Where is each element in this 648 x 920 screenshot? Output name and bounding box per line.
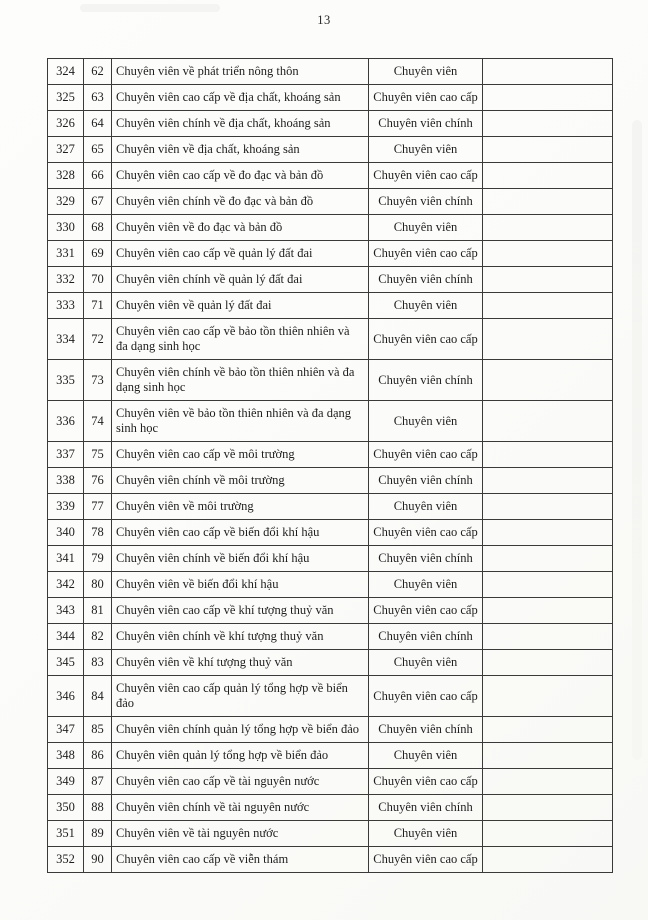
cell-note: [483, 598, 613, 624]
cell-no: 333: [48, 293, 84, 319]
cell-seq: 75: [84, 442, 112, 468]
cell-no: 331: [48, 241, 84, 267]
table-body: [48, 59, 613, 873]
table-row: [48, 598, 613, 624]
cell-rank: Chuyên viên cao cấp: [369, 769, 483, 795]
table-row: [48, 795, 613, 821]
table-row: [48, 111, 613, 137]
cell-no: 340: [48, 520, 84, 546]
cell-title: Chuyên viên cao cấp quản lý tổng hợp về biển đảo: [112, 676, 369, 717]
cell-no: 352: [48, 847, 84, 873]
cell-note: [483, 360, 613, 401]
cell-rank: Chuyên viên: [369, 137, 483, 163]
cell-seq: 76: [84, 468, 112, 494]
cell-rank: Chuyên viên cao cấp: [369, 598, 483, 624]
cell-rank: Chuyên viên cao cấp: [369, 442, 483, 468]
cell-title: Chuyên viên chính về khí tượng thuỷ văn: [112, 624, 369, 650]
cell-no: 341: [48, 546, 84, 572]
cell-no: 339: [48, 494, 84, 520]
cell-no: 350: [48, 795, 84, 821]
cell-note: [483, 241, 613, 267]
cell-title: Chuyên viên về tài nguyên nước: [112, 821, 369, 847]
cell-seq: 74: [84, 401, 112, 442]
cell-rank: Chuyên viên cao cấp: [369, 241, 483, 267]
job-positions-table: [47, 58, 613, 873]
cell-rank: Chuyên viên: [369, 743, 483, 769]
cell-rank: Chuyên viên chính: [369, 360, 483, 401]
cell-note: [483, 821, 613, 847]
cell-rank: Chuyên viên chính: [369, 111, 483, 137]
cell-title: Chuyên viên cao cấp về tài nguyên nước: [112, 769, 369, 795]
cell-title: Chuyên viên chính về quản lý đất đai: [112, 267, 369, 293]
cell-title: Chuyên viên cao cấp về đo đạc và bản đồ: [112, 163, 369, 189]
cell-note: [483, 401, 613, 442]
cell-no: 349: [48, 769, 84, 795]
cell-seq: 77: [84, 494, 112, 520]
table-row: [48, 442, 613, 468]
cell-seq: 69: [84, 241, 112, 267]
cell-seq: 71: [84, 293, 112, 319]
cell-note: [483, 676, 613, 717]
cell-seq: 85: [84, 717, 112, 743]
table-row: [48, 215, 613, 241]
scan-smudge: [632, 120, 642, 760]
cell-title: Chuyên viên về đo đạc và bản đồ: [112, 215, 369, 241]
cell-note: [483, 546, 613, 572]
cell-no: 334: [48, 319, 84, 360]
table-row: [48, 743, 613, 769]
cell-title: Chuyên viên cao cấp về quản lý đất đai: [112, 241, 369, 267]
cell-rank: Chuyên viên cao cấp: [369, 847, 483, 873]
cell-rank: Chuyên viên: [369, 215, 483, 241]
cell-no: 347: [48, 717, 84, 743]
cell-no: 351: [48, 821, 84, 847]
cell-note: [483, 189, 613, 215]
cell-seq: 83: [84, 650, 112, 676]
scan-smudge: [80, 4, 220, 12]
cell-rank: Chuyên viên: [369, 59, 483, 85]
table-row: [48, 468, 613, 494]
cell-seq: 73: [84, 360, 112, 401]
cell-seq: 88: [84, 795, 112, 821]
table-row: [48, 293, 613, 319]
cell-seq: 84: [84, 676, 112, 717]
table-row: [48, 717, 613, 743]
cell-seq: 80: [84, 572, 112, 598]
cell-rank: Chuyên viên chính: [369, 717, 483, 743]
cell-no: 337: [48, 442, 84, 468]
cell-title: Chuyên viên chính về địa chất, khoáng sản: [112, 111, 369, 137]
cell-rank: Chuyên viên: [369, 821, 483, 847]
cell-title: Chuyên viên chính quản lý tổng hợp về biển đảo: [112, 717, 369, 743]
cell-title: Chuyên viên quản lý tổng hợp về biển đảo: [112, 743, 369, 769]
cell-note: [483, 624, 613, 650]
table-row: [48, 847, 613, 873]
table-row: [48, 163, 613, 189]
cell-rank: Chuyên viên: [369, 293, 483, 319]
cell-note: [483, 494, 613, 520]
table-row: [48, 676, 613, 717]
cell-seq: 81: [84, 598, 112, 624]
table-row: [48, 360, 613, 401]
cell-title: Chuyên viên cao cấp về môi trường: [112, 442, 369, 468]
cell-title: Chuyên viên cao cấp về khí tượng thuỷ văn: [112, 598, 369, 624]
cell-title: Chuyên viên về bảo tồn thiên nhiên và đa dạng sinh học: [112, 401, 369, 442]
cell-title: Chuyên viên chính về biến đổi khí hậu: [112, 546, 369, 572]
cell-note: [483, 520, 613, 546]
table-row: [48, 520, 613, 546]
table-row: [48, 267, 613, 293]
table-row: [48, 137, 613, 163]
cell-rank: Chuyên viên: [369, 494, 483, 520]
cell-no: 348: [48, 743, 84, 769]
cell-rank: Chuyên viên chính: [369, 267, 483, 293]
cell-note: [483, 215, 613, 241]
cell-no: 336: [48, 401, 84, 442]
cell-note: [483, 847, 613, 873]
cell-no: 335: [48, 360, 84, 401]
cell-note: [483, 137, 613, 163]
cell-seq: 65: [84, 137, 112, 163]
cell-note: [483, 319, 613, 360]
table-row: [48, 546, 613, 572]
cell-no: 326: [48, 111, 84, 137]
cell-title: Chuyên viên chính về môi trường: [112, 468, 369, 494]
cell-note: [483, 743, 613, 769]
table-row: [48, 494, 613, 520]
cell-note: [483, 163, 613, 189]
cell-note: [483, 442, 613, 468]
table-row: [48, 189, 613, 215]
cell-rank: Chuyên viên cao cấp: [369, 676, 483, 717]
cell-note: [483, 85, 613, 111]
cell-note: [483, 650, 613, 676]
cell-note: [483, 572, 613, 598]
cell-no: 344: [48, 624, 84, 650]
cell-rank: Chuyên viên: [369, 650, 483, 676]
cell-no: 343: [48, 598, 84, 624]
table-row: [48, 650, 613, 676]
cell-no: 324: [48, 59, 84, 85]
cell-title: Chuyên viên về quản lý đất đai: [112, 293, 369, 319]
cell-note: [483, 795, 613, 821]
cell-title: Chuyên viên cao cấp về biến đổi khí hậu: [112, 520, 369, 546]
cell-seq: 89: [84, 821, 112, 847]
cell-seq: 64: [84, 111, 112, 137]
cell-note: [483, 267, 613, 293]
cell-title: Chuyên viên chính về bảo tồn thiên nhiên và đa dạng sinh học: [112, 360, 369, 401]
table-row: [48, 319, 613, 360]
cell-note: [483, 111, 613, 137]
cell-seq: 72: [84, 319, 112, 360]
table-row: [48, 241, 613, 267]
cell-rank: Chuyên viên chính: [369, 624, 483, 650]
cell-seq: 78: [84, 520, 112, 546]
table-row: [48, 85, 613, 111]
table-row: [48, 59, 613, 85]
cell-rank: Chuyên viên: [369, 572, 483, 598]
cell-title: Chuyên viên về khí tượng thuỷ văn: [112, 650, 369, 676]
cell-rank: Chuyên viên cao cấp: [369, 85, 483, 111]
cell-no: 329: [48, 189, 84, 215]
cell-seq: 90: [84, 847, 112, 873]
cell-title: Chuyên viên chính về đo đạc và bản đồ: [112, 189, 369, 215]
cell-seq: 79: [84, 546, 112, 572]
cell-seq: 63: [84, 85, 112, 111]
cell-note: [483, 468, 613, 494]
cell-title: Chuyên viên về phát triển nông thôn: [112, 59, 369, 85]
cell-title: Chuyên viên về địa chất, khoáng sản: [112, 137, 369, 163]
cell-title: Chuyên viên cao cấp về địa chất, khoáng sản: [112, 85, 369, 111]
cell-rank: Chuyên viên: [369, 401, 483, 442]
cell-title: Chuyên viên về biến đổi khí hậu: [112, 572, 369, 598]
table-row: [48, 769, 613, 795]
cell-no: 325: [48, 85, 84, 111]
table-row: [48, 401, 613, 442]
cell-rank: Chuyên viên cao cấp: [369, 319, 483, 360]
cell-note: [483, 59, 613, 85]
cell-no: 330: [48, 215, 84, 241]
cell-note: [483, 717, 613, 743]
cell-seq: 68: [84, 215, 112, 241]
cell-seq: 86: [84, 743, 112, 769]
cell-seq: 87: [84, 769, 112, 795]
cell-title: Chuyên viên cao cấp về viễn thám: [112, 847, 369, 873]
cell-rank: Chuyên viên chính: [369, 795, 483, 821]
cell-no: 342: [48, 572, 84, 598]
cell-seq: 62: [84, 59, 112, 85]
cell-seq: 82: [84, 624, 112, 650]
cell-rank: Chuyên viên chính: [369, 468, 483, 494]
table-row: [48, 821, 613, 847]
cell-note: [483, 293, 613, 319]
cell-no: 328: [48, 163, 84, 189]
table-row: [48, 624, 613, 650]
cell-title: Chuyên viên chính về tài nguyên nước: [112, 795, 369, 821]
cell-rank: Chuyên viên cao cấp: [369, 163, 483, 189]
cell-seq: 67: [84, 189, 112, 215]
cell-rank: Chuyên viên chính: [369, 189, 483, 215]
cell-no: 338: [48, 468, 84, 494]
cell-note: [483, 769, 613, 795]
cell-seq: 66: [84, 163, 112, 189]
page-number: 13: [317, 13, 331, 27]
cell-no: 345: [48, 650, 84, 676]
cell-seq: 70: [84, 267, 112, 293]
cell-rank: Chuyên viên cao cấp: [369, 520, 483, 546]
cell-title: Chuyên viên về môi trường: [112, 494, 369, 520]
cell-rank: Chuyên viên chính: [369, 546, 483, 572]
cell-no: 346: [48, 676, 84, 717]
cell-no: 332: [48, 267, 84, 293]
cell-title: Chuyên viên cao cấp về bảo tồn thiên nhiên và đa dạng sinh học: [112, 319, 369, 360]
table-row: [48, 572, 613, 598]
cell-no: 327: [48, 137, 84, 163]
